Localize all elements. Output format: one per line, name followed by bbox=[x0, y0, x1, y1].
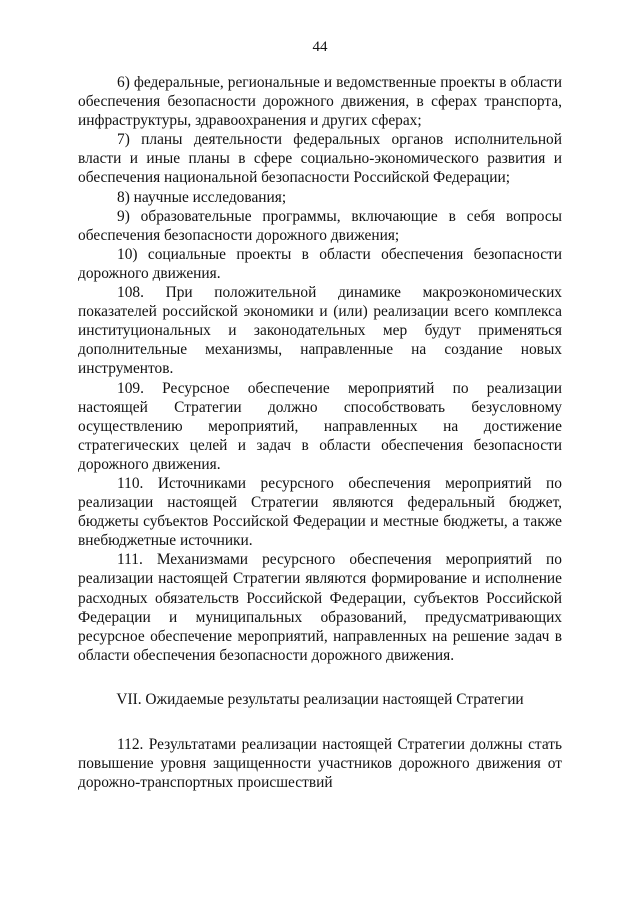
list-item-7: 7) планы деятельности федеральных органов исполнительной власти и иные планы в сфере социально-экономического развития и обеспечения национальной безопасности Российской Федерации; bbox=[78, 131, 562, 187]
paragraph-108: 108. При положительной динамике макроэкономических показателей российской экономики и (или) реализации всего комплекса институциональных и законодательных мер будут применяться дополнительные механизмы, направленные на создание новых инструментов. bbox=[78, 284, 562, 378]
paragraph-109: 109. Ресурсное обеспечение мероприятий по реализации настоящей Стратегии должно способствовать безусловному осуществлению мероприятий, направленных на достижение стратегических целей и задач в области обеспечения безопасности дорожного движения. bbox=[78, 379, 562, 473]
document-body bbox=[78, 73, 562, 792]
list-item-8: 8) научные исследования; bbox=[117, 188, 287, 206]
paragraph-110: 110. Источниками ресурсного обеспечения мероприятий по реализации настоящей Стратегии являются федеральный бюджет, бюджеты субъектов Российской Федерации и местные бюджеты, а также внебюджетные источники. bbox=[78, 474, 562, 550]
paragraph-112: 112. Результатами реализации настоящей Стратегии должны стать повышение уровня защищенности участников дорожного движения от дорожно-транспортных происшествий bbox=[78, 736, 562, 792]
paragraph-111: 111. Механизмами ресурсного обеспечения мероприятий по реализации настоящей Стратегии являются формирование и исполнение расходных обязательств Российской Федерации, субъектов Российской Федерации и муниципальных образований, предусматривающих ресурсное обеспечение мероприятий, направленных на решение задач в области обеспечения безопасности дорожного движения. bbox=[78, 551, 562, 664]
list-item-6: 6) федеральные, региональные и ведомственные проекты в области обеспечения безопасности дорожного движения, в сферах транспорта, инфраструктуры, здравоохранения и других сферах; bbox=[78, 74, 562, 130]
list-item-9: 9) образовательные программы, включающие в себя вопросы обеспечения безопасности дорожного движения; bbox=[78, 207, 562, 244]
list-item-10: 10) социальные проекты в области обеспечения безопасности дорожного движения. bbox=[78, 245, 562, 282]
page-number: 44 bbox=[312, 39, 328, 55]
section-heading: VII. Ожидаемые результаты реализации настоящей Стратегии bbox=[116, 690, 524, 708]
